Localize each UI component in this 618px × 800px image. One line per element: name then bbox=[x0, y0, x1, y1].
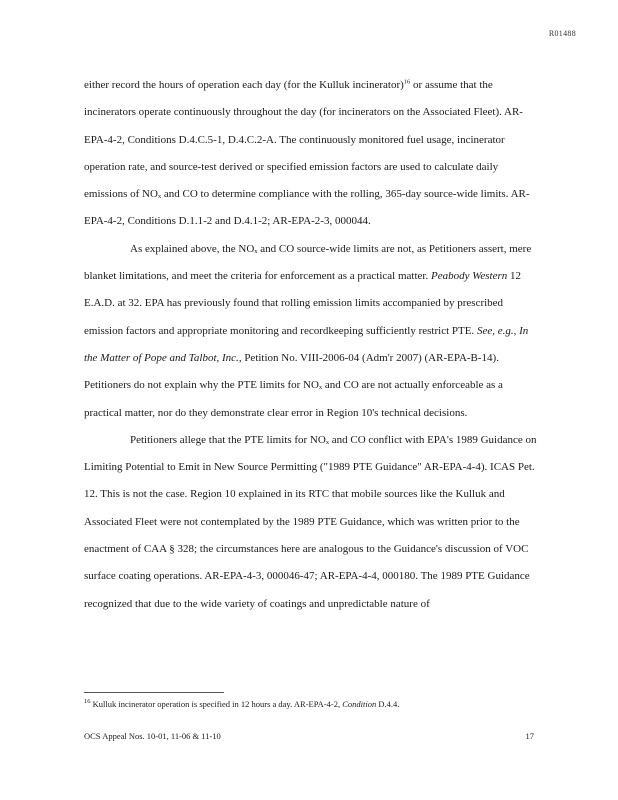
footnote bbox=[84, 698, 534, 710]
paragraph bbox=[84, 427, 538, 618]
footnote-number: 16 bbox=[84, 698, 91, 706]
footer-page-number: 17 bbox=[525, 731, 534, 741]
italic-citation: Peabody Western bbox=[430, 270, 508, 283]
text-run: Petitioners allege that the PTE limits for NOₓ and CO conflict with EPA's 1989 Guidance on Limiting Potential to Emit in New Source Permitting ("1989 PTE Guidance" AR-EPA-4-4). ICAS Pet. 12. This is not the case. Region 10 explained in its RTC that mobile sources like the Kulluk and Associated Fleet were not contemplated by the 1989 PTE Guidance, which was written prior to the enactment of CAA § 328; the circumstances here are analogous to the Guidance's discussion of VOC surface coating operations. AR-EPA-4-3, 000046-47; AR-EPA-4-4, 000180. The 1989 PTE Guidance recognized that due to the wide variety of coatings and unpredictable nature of bbox=[84, 433, 537, 610]
footnote-text bbox=[93, 699, 400, 709]
page-footer bbox=[84, 731, 534, 741]
italic-citation: See, e.g., bbox=[476, 324, 517, 337]
text-run: D.4.4. bbox=[376, 699, 400, 709]
text-run: either record the hours of operation each day (for the Kulluk incinerator) bbox=[84, 79, 404, 91]
text-run: As explained above, the NOₓ and CO source-wide limits are not, as Petitioners assert, mere blanket limitations, and meet the criteria for enforcement as a practical matter. bbox=[84, 242, 532, 283]
text-run: 12 E.A.D. at 32. EPA has previously found that rolling emission limits accompanied by prescribed emission factors and appropriate monitoring and recordkeeping sufficiently restrict PTE. bbox=[84, 270, 521, 337]
bates-number: R01488 bbox=[548, 29, 576, 38]
body-text bbox=[84, 72, 538, 618]
text-run: or assume that the incinerators operate continuously throughout the day (for incinerators on the Associated Fleet). AR-EPA-4-2, Conditions D.4.C.5-1, D.4.C.2-A. The continuously monitored fuel usage, incinerator operation rate, and source-test derived or specified emission factors are used to calculate daily emissions of NOₓ and CO to determine compliance with the rolling, 365-day source-wide limits. AR-EPA-4-2, Conditions D.1.1-2 and D.4.1-2; AR-EPA-2-3, 000044. bbox=[84, 79, 530, 228]
text-run: , Petition No. VIII-2006-04 (Adm'r 2007) (AR-EPA-B-14). Petitioners do not explain why the PTE limits for NOₓ and CO are not actually enforceable as a practical matter, nor do they demonstrate clear error in Region 10's technical decisions. bbox=[84, 351, 503, 419]
footnote-ref: 16 bbox=[403, 78, 411, 86]
paragraph bbox=[84, 236, 538, 427]
text-run: Kulluk incinerator operation is specified in 12 hours a day. AR-EPA-4-2, bbox=[92, 699, 343, 709]
italic-citation: Condition bbox=[342, 699, 377, 709]
footer-case-numbers: OCS Appeal Nos. 10-01, 11-06 & 11-10 bbox=[84, 731, 221, 741]
footnote-divider bbox=[84, 692, 224, 693]
paragraph bbox=[84, 72, 538, 236]
italic-citation: In the Matter of Pope and Talbot, Inc. bbox=[84, 324, 529, 364]
